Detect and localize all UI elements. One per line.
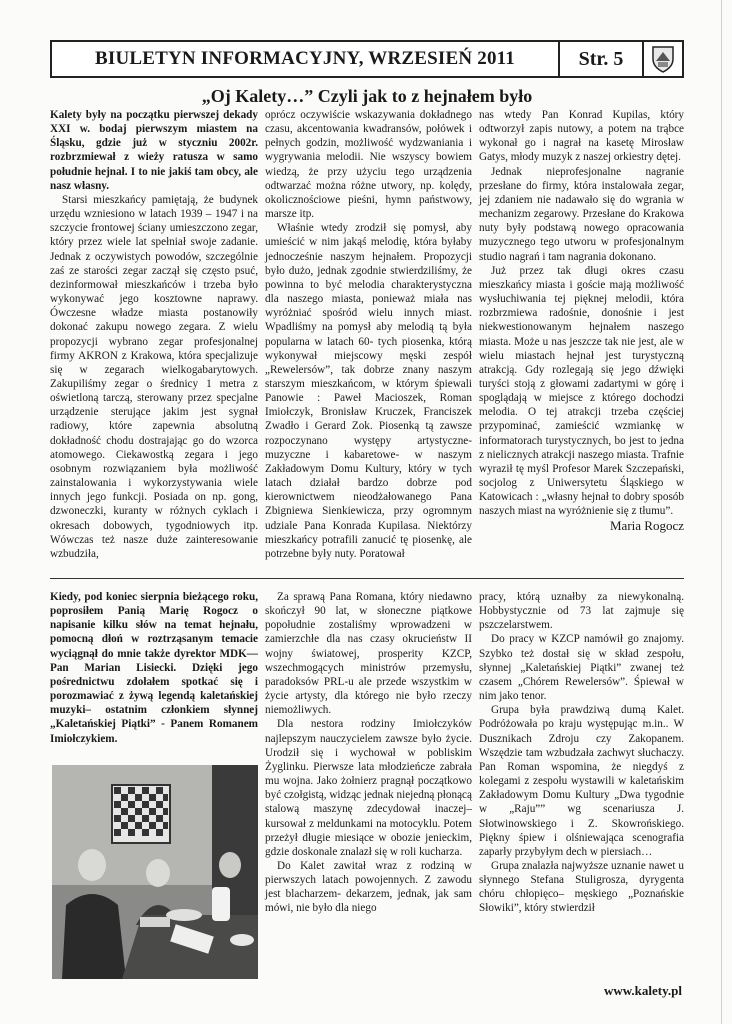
paragraph: Starsi mieszkańcy pamiętają, że budynek urzędu wzniesiono w latach 1939 – 1947 i na szczycie frontowej ściany umieszczono zegar, który przez wiele lat spełniał swoje zadanie. Jednak z oczywistych powodów, szczególnie zaś ze starości zegar zaczął się często psuć, dezinformował mieszkańców i trzeba było wykonywać jego kosztowne naprawy. Ówczesne władze miasta postanowiły dokonać zakupu nowego zegara. Z wielu propozycji wybrano zegar profesjonalnej firmy AKRON z Krakowa, która specjalizuje się w zegarach wielkogabarytowych. Zakupiliśmy zegar o średnicy 1 metra z oświetloną tarczą, sterowany przez specjalne urządzenie sterujące jakim jest sygnał radiowy, które zapewnia absolutną dokładność chodu dostrajając go do wzorca atomowego. Ciekawostką zegara i jego osobnym rozwiązaniem była możliwość zainstalowania i wykorzystywania wiele innych jego funkcji. Posiada on np. gong, dzwoneczki, kuranty w różnych cyklach i okresach dobowych, tygodniowych itp. Wówczas też nasze duże zainteresowanie wzbudziła,: [50, 193, 258, 560]
article2-lead: Kiedy, pod koniec sierpnia bieżącego roku, poprosiłem Panią Marię Rogocz o napisanie kilku słów na temat hejnału, pomocną dłoń w roztrząsanym temacie wyciągnął do mnie także dyrektor MDK— Pan Marian Lisiecki. Dzięki jego pośrednictwu zdołałem spotkać się i porozmawiać z żywą legendą kaletańskiej muzyki– ostatnim członkiem słynnej „Kaletańskiej Piątki” - Panem Romanem Imiołczykiem.: [50, 591, 258, 745]
page-number: Str. 5: [578, 47, 624, 70]
photo-men-at-table-icon: [52, 765, 258, 979]
article2-column-3: [479, 590, 684, 916]
bulletin-header: [50, 40, 684, 78]
paragraph: Właśnie wtedy zrodził się pomysł, aby umieścić w nim jakąś melodię, która byłaby jednocześnie naszym hejnałem. Propozycji było dużo, jednak zgodnie stwierdziliśmy, że powinna to być melodia charakterystyczna dla naszego miasta, ponieważ miała nas wyróżniać spośród wielu innych miast. Wpadliśmy na pomysł aby melodią tą była popularna w latach 60- tych piosenka, którą wykonywał miejscowy męski zespół „Rewelersów”, tak dobrze znany naszym starszym mieszkańcom, w którym śpiewali Panowie : Paweł Macioszek, Roman Imiołczyk, Bronisław Kruczek, Franciszek Zwadło i Gerard Zok. Piosenką tą zawsze rozpoczynano występy artystyczne- muzyczne i kabaretowe- w naszym Zakładowym Domu Kultury, który w tych latach działał bardzo dobrze pod kierownictwem nieodżałowanego Pana Zbigniewa Sienkiewicza, przy ogromnym udziale Pana Konrada Kupilasa. Niektórzy mieszkańcy potrafili zanucić tę piosenkę, ale potrzebne były nuty. Poratował: [265, 222, 472, 560]
paragraph: Do pracy w KZCP namówił go znajomy. Szybko też dostał się w skład zespołu, słynnej „Kaletańskiej Piątki” zwanej też czasem „Chórem Rewelersów”. Śpiewał w nim jako tenor.: [479, 633, 684, 703]
article1-column-1: [50, 108, 258, 561]
website-link[interactable]: www.kalety.pl: [603, 983, 682, 998]
page-edge: [721, 0, 722, 1024]
article2-column-1: [50, 590, 258, 746]
article1-lead: Kalety były na początku pierwszej dekady XXI w. bodaj pierwszym miastem na Śląsku, gdzie już w styczniu 2002r. rozbrzmiewał z wieży ratusza w samo południe hejnał. I to nie jakiś tam obcy, ale nasz własny.: [50, 109, 258, 192]
paragraph: Do Kalet zawitał wraz z rodziną w pierwszych latach powojennych. Z zawodu jest blacharzem- dekarzem, jednak, jak sam mówi, nie było dla niego: [265, 859, 472, 915]
bulletin-title: BIULETYN INFORMACYJNY, WRZESIEŃ 2011: [95, 48, 515, 69]
paragraph: Grupa była prawdziwą dumą Kalet. Podróżowała po kraju występując m.in.. W Dusznikach Zdroju czy Zakopanem. Wszędzie tam wzbudzała zachwyt słuchaczy. Pan Roman wspomina, że niegdyś z kolegami z zespołu wystawili w kaletańskim Zakładowym Domu Kultury „Dwa tygodnie w „Raju”” wg scenariusza J. Słotwinowskiego i Z. Skowrońskiego. Piękny śpiew i olśniewająca scenografia zaparły przybyłym dech w piersiach…: [479, 704, 684, 858]
article1-column-3: [479, 108, 684, 533]
article-author: Maria Rogocz: [609, 517, 684, 533]
paragraph: Za sprawą Pana Romana, który niedawno skończył 90 lat, w słoneczne piątkowe popołudnie zostaliśmy wprowadzeni w zamierzchłe dla nas czasy okrucieństw II wojny światowej, prosperity KZCP, wszechmogących ministrów przemysłu, paradoksów PRL-u ale przede wszystkim w życie artysty, dla którego nie było rzeczy niemożliwych.: [265, 591, 472, 717]
article-headline: „Oj Kalety…” Czyli jak to z hejnałem było: [201, 86, 533, 106]
paragraph: nas wtedy Pan Konrad Kupilas, który odtworzył zapis nutowy, a potem na trąbce wykonał go i nagrał na kasetę Mirosław Gatys, młody muzyk z naszej orkiestry dętej.: [479, 109, 684, 164]
paragraph: Jednak nieprofesjonalne nagranie przesłane do firmy, która instalowała zegar, jej zdaniem nie nadawało się do wgrania w mechanizm zegarowy. Przesłane do Krakowa nuty były podstawą nowego opracowania muzycznego tego utworu w profesjonalnym studio nagrań i tam nagrania dokonano.: [479, 165, 684, 263]
town-crest-icon: [644, 42, 682, 76]
paragraph: pracy, którą uznałby za niewykonalną. Hobbystycznie od 73 lat zajmuje się pszczelarstwem.: [479, 591, 684, 632]
paragraph: Grupa znalazła najwyższe uznanie nawet u słynnego Stefana Stuligrosza, dyrygenta chóru chłopięco– męskiego „Poznańskie Słowiki”, który stwierdził: [479, 859, 684, 915]
article2-column-2: [265, 590, 472, 916]
article1-column-2: [265, 108, 472, 561]
paragraph: Dla nestora rodziny Imiołczyków najlepszym nauczycielem zawsze było życie. Urodził się i wychował w pobliskim Żyglinku. Pierwsze lata młodzieńcze zabrała mu wojna. Jako żołnierz pragnął początkowo być czołgistą, widząc jednak niejedną płonącą stalową maszynę zdecydował inaczej– kursował z meldunkami na motocyklu. Potem przeżył długie miesiące w obozie jenieckim, gdzie doskonale znalazł się w roli kucharza.: [265, 718, 472, 858]
paragraph: oprócz oczywiście wskazywania dokładnego czasu, akcentowania kwadransów, połówek i pełnych godzin, możliwość wydzwaniania i wygrywania melodii. Nie wszyscy bowiem wiedzą, że przy użyciu tego urządzenia odtwarzać można różne utwory, np. kolędy, okolicznościowe pieśni, hymn państwowy, marsze itp.: [265, 109, 472, 221]
section-divider: [50, 578, 684, 579]
paragraph: Już przez tak długi okres czasu mieszkańcy miasta i goście mają możliwość wysłuchiwania tej pięknej melodii, która rozbrzmiewa radośnie, donośnie i jest niekwestionowanym hejnałem naszego miasta. Może u nas jeszcze tak nie jest, ale w wielu miastach hejnał jest turystyczną atrakcją. Gdy rozlegają się jego dźwięki turyści stoją z głowami zadartymi w górę i spoglądają w miejsce z którego dochodzi melodia. O tej atrakcji trzeba częściej przypominać, zamieścić wzmiankę w informatorach turystycznych, bo jest to jedna z nielicznych atrakcji naszego miasta. Trafnie wyraził tę myśl Profesor Marek Szczepański, socjolog z Uniwersytetu Śląskiego w Katowicach : „własny hejnał to dobry sposób naszych miast na wyróżnienie się z tłumu”.: [479, 264, 684, 518]
